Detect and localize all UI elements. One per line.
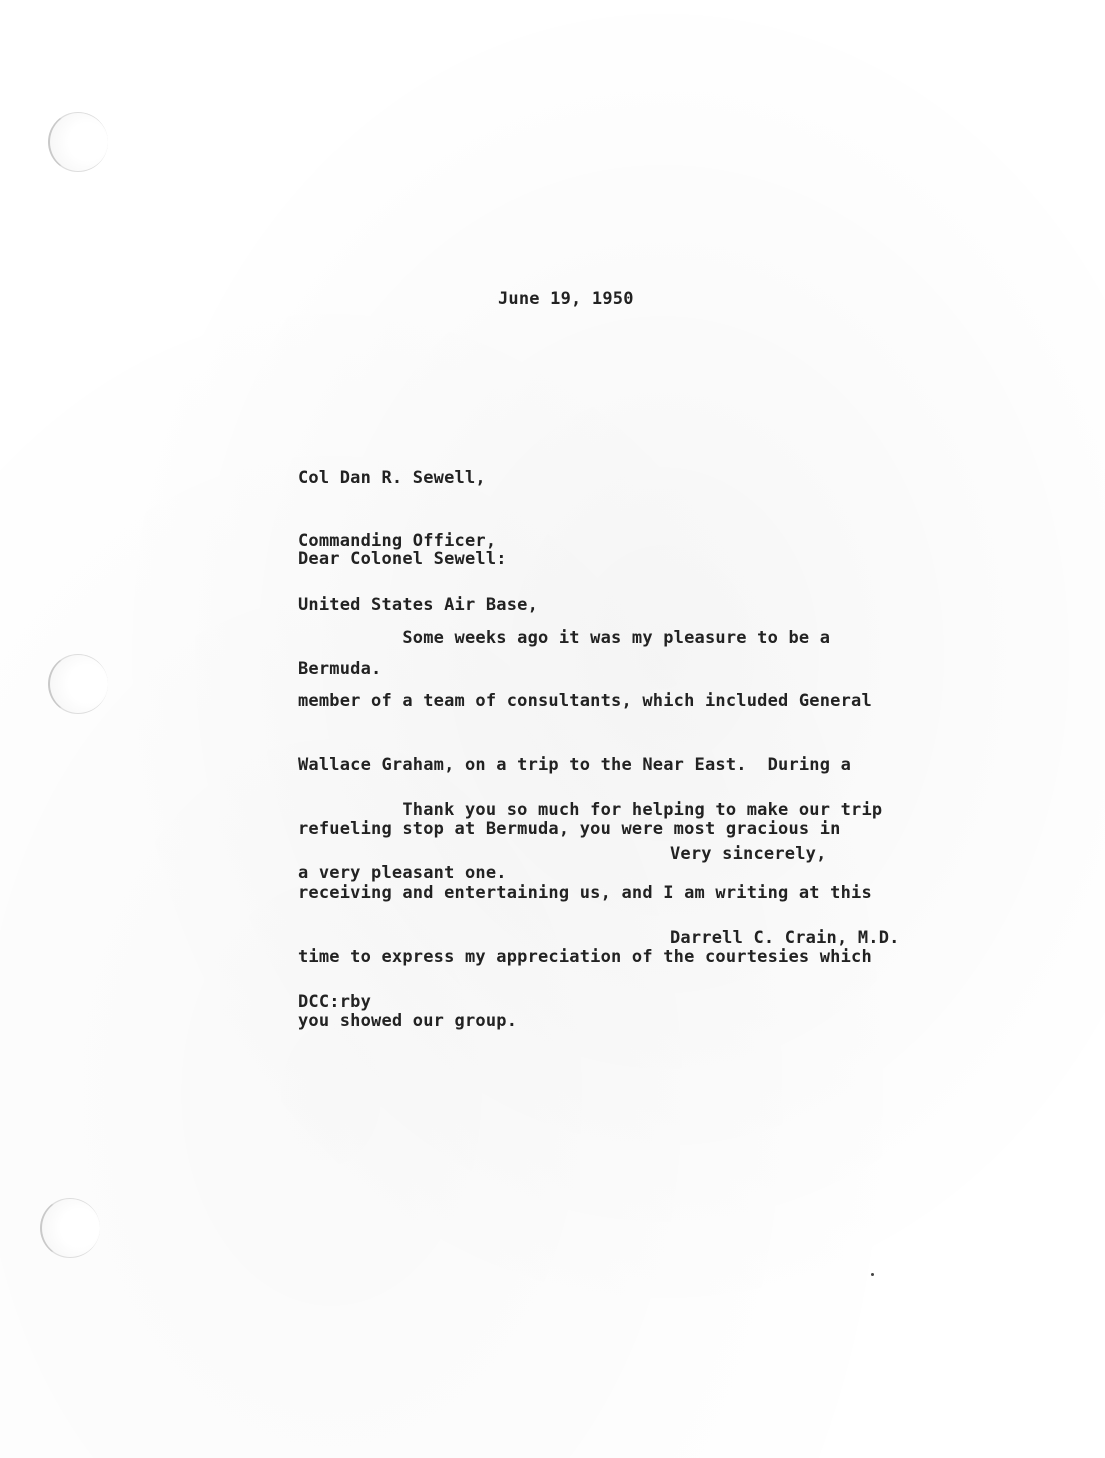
letter-date: June 19, 1950: [498, 289, 634, 309]
paragraph-line: refueling stop at Bermuda, you were most gracious in: [298, 819, 841, 840]
address-line: United States Air Base,: [298, 595, 539, 616]
salutation: Dear Colonel Sewell:: [298, 549, 507, 569]
signer-name: Darrell C. Crain, M.D.: [670, 928, 900, 948]
paragraph-line: receiving and entertaining us, and I am writing at this: [298, 883, 872, 904]
paragraph-line: Thank you so much for helping to make our trip: [298, 799, 883, 820]
reference-initials: DCC:rby: [298, 992, 372, 1012]
paragraph-line: a very pleasant one.: [298, 863, 507, 884]
complimentary-closing: Very sincerely,: [670, 844, 827, 864]
address-line: Bermuda.: [298, 659, 382, 680]
punch-hole-middle: [48, 654, 108, 714]
punch-hole-bottom: [40, 1198, 100, 1258]
paragraph-line: time to express my appreciation of the courtesies which: [298, 947, 872, 968]
paper-speck: [871, 1273, 874, 1276]
address-line: Commanding Officer,: [298, 531, 497, 552]
body-paragraph-2: [298, 757, 882, 927]
paragraph-line: member of a team of consultants, which included General: [298, 691, 872, 712]
punch-hole-top: [48, 112, 108, 172]
paragraph-line: Wallace Graham, on a trip to the Near East. During a: [298, 755, 852, 776]
address-line: Col Dan R. Sewell,: [298, 467, 486, 488]
paragraph-line: Some weeks ago it was my pleasure to be a: [298, 627, 831, 648]
paragraph-line: you showed our group.: [298, 1010, 518, 1031]
